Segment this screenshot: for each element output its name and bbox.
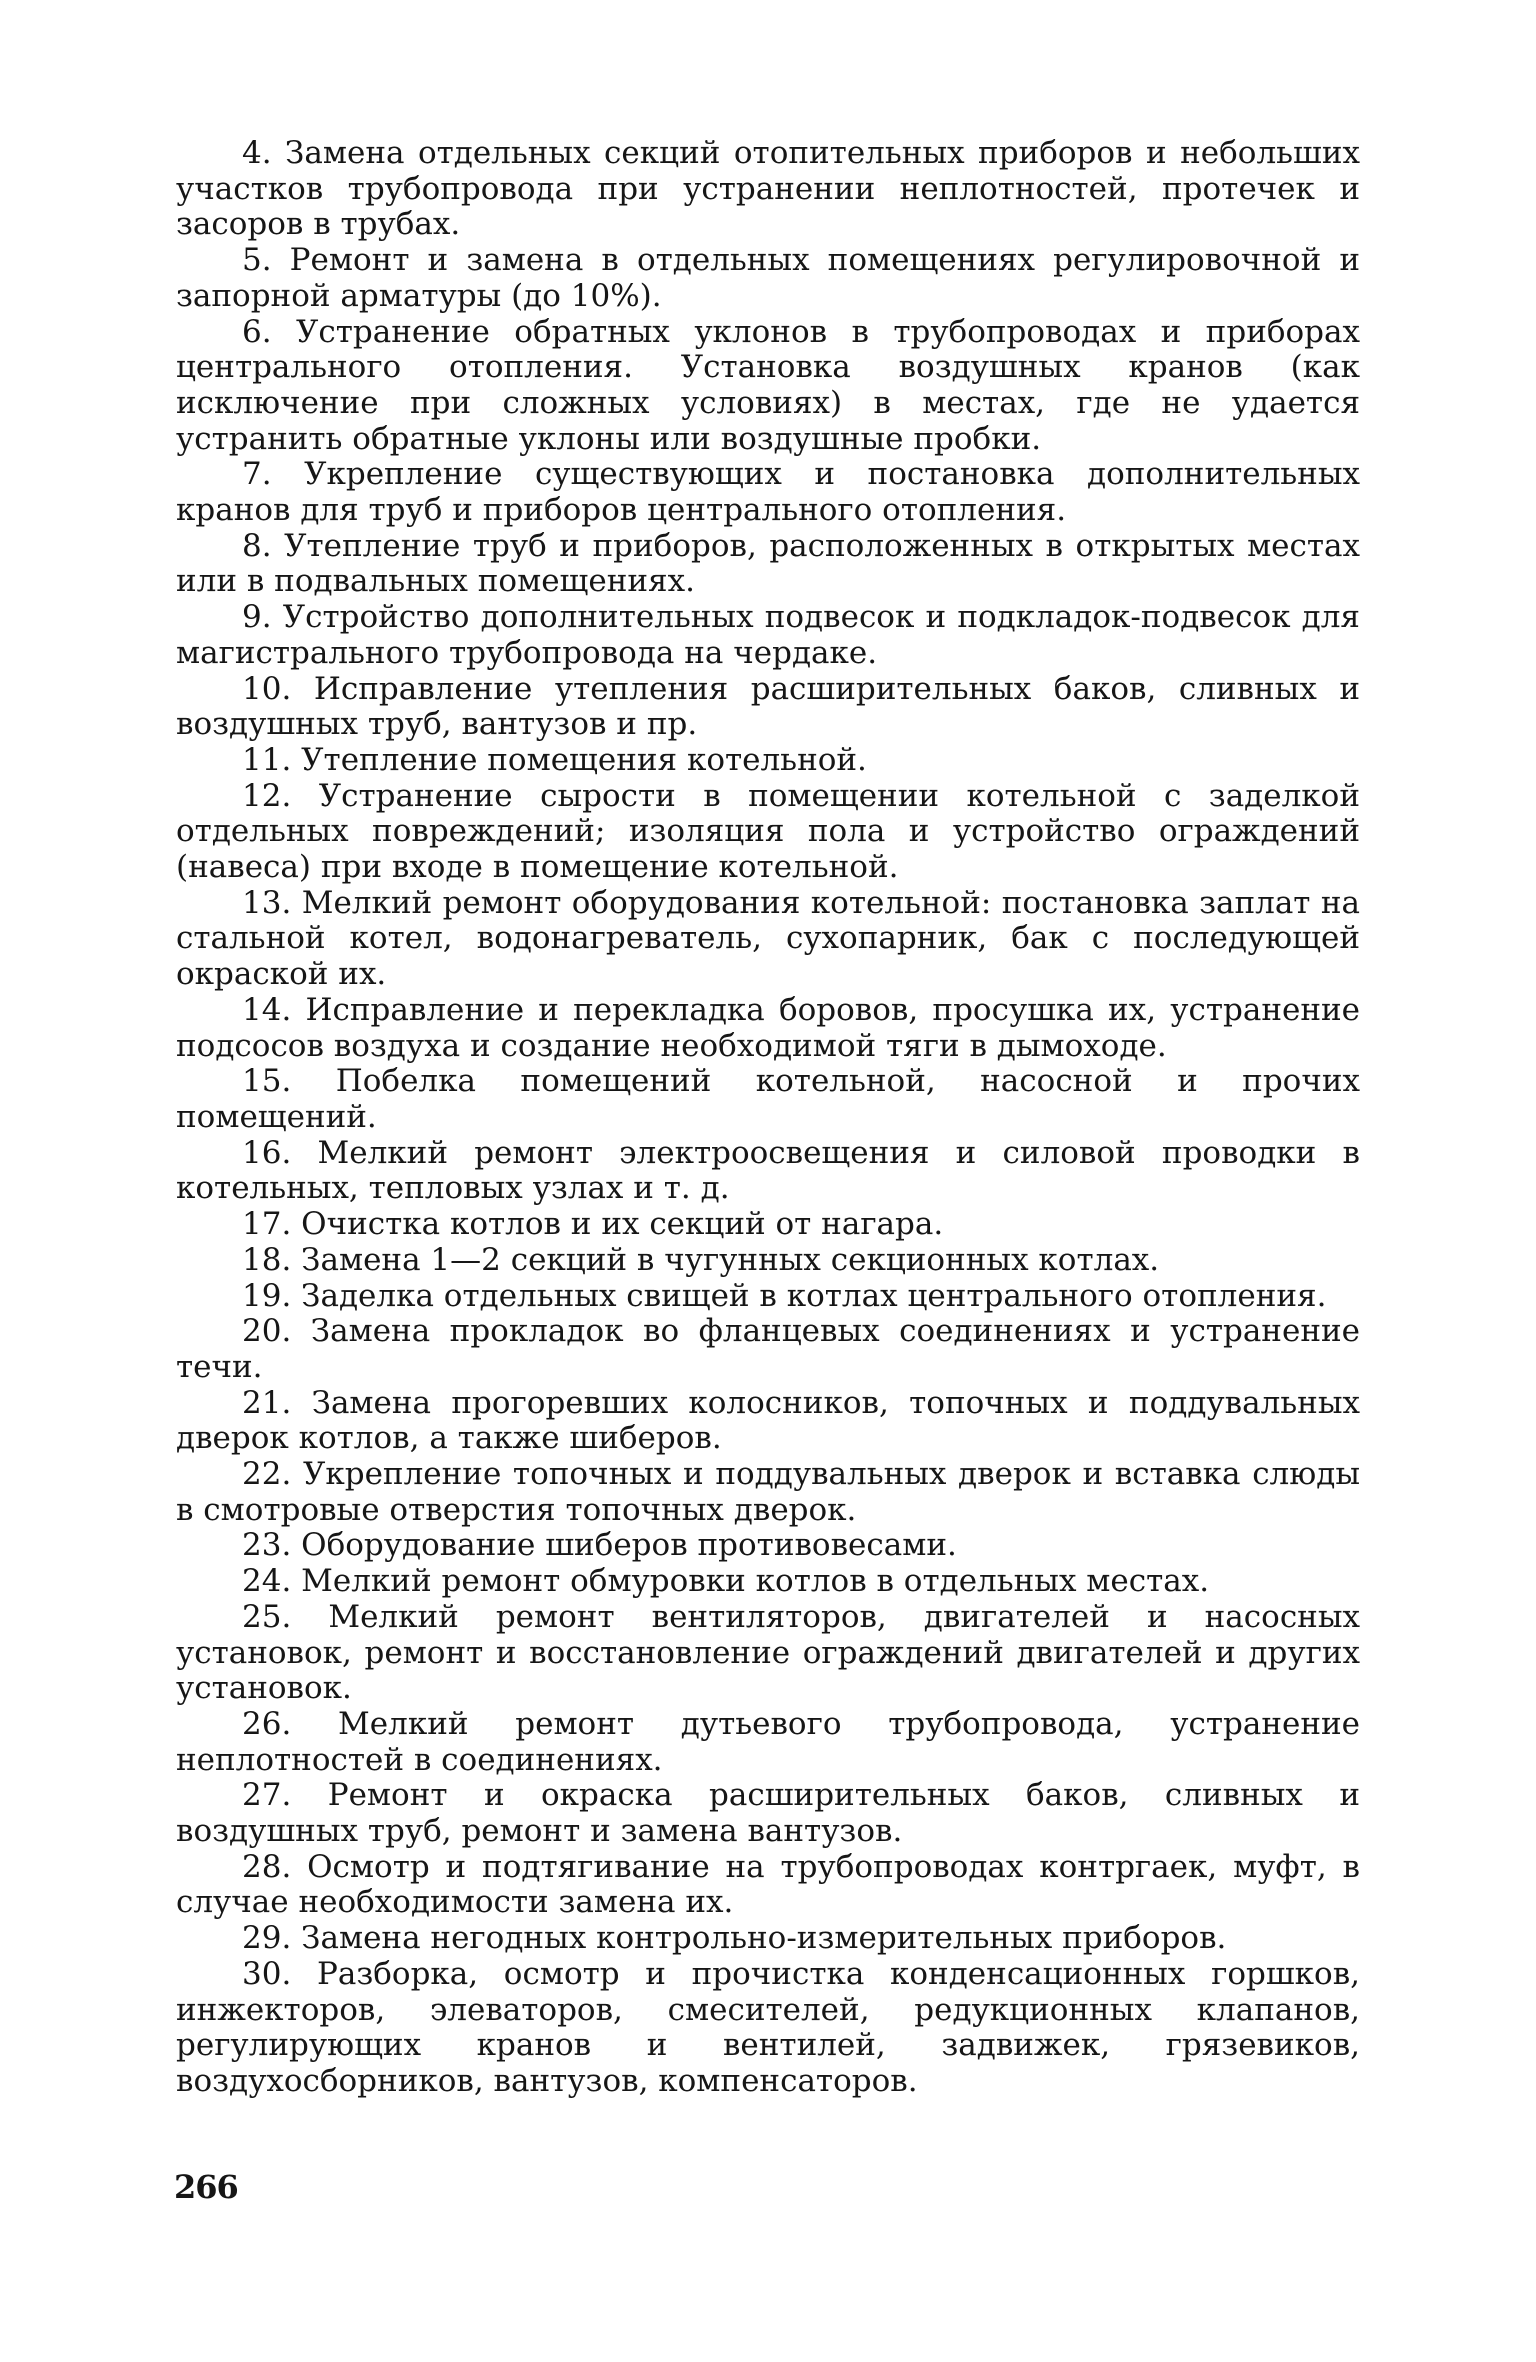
list-item-27: 27. Ремонт и окраска расширительных баков, сливных и воздушных труб, ремонт и замена вантузов. bbox=[176, 1777, 1360, 1850]
list-item-29: 29. Замена негодных контрольно-измерительных приборов. bbox=[242, 1920, 1227, 1957]
list-item-6: 6. Устранение обратных уклонов в трубопроводах и приборах центрального отопления. Установка воздушных кранов (как исключение при сложных условиях) в местах, где не удается устранить обратные уклоны или воздушные пробки. bbox=[176, 313, 1360, 457]
list-item-7: 7. Укрепление существующих и постановка дополнительных кранов для труб и приборов центрального отопления. bbox=[176, 456, 1360, 529]
list-item-25: 25. Мелкий ремонт вентиляторов, двигателей и насосных установок, ремонт и восстановление ограждений двигателей и других установок. bbox=[176, 1598, 1360, 1707]
list-item-10: 10. Исправление утепления расширительных баков, сливных и воздушных труб, вантузов и пр. bbox=[176, 670, 1360, 743]
list-item-5: 5. Ремонт и замена в отдельных помещениях регулировочной и запорной арматуры (до 10%). bbox=[176, 242, 1360, 314]
list-item-20: 20. Замена прокладок во фланцевых соединениях и устранение течи. bbox=[176, 1313, 1360, 1385]
list-item-28: 28. Осмотр и подтягивание на трубопроводах контргаек, муфт, в случае необходимости замена их. bbox=[176, 1848, 1360, 1921]
list-item-22: 22. Укрепление топочных и поддувальных дверок и вставка слюды в смотровые отверстия топочных дверок. bbox=[176, 1456, 1360, 1528]
list-item-19: 19. Заделка отдельных свищей в котлах центрального отопления. bbox=[242, 1277, 1327, 1314]
list-item-8: 8. Утепление труб и приборов, расположенных в открытых местах или в подвальных помещениях. bbox=[176, 527, 1360, 600]
list-item-13: 13. Мелкий ремонт оборудования котельной: постановка заплат на стальной котел, водонагреватель, сухопарник, бак с последующей окраской их. bbox=[176, 884, 1360, 993]
list-item-12: 12. Устранение сырости в помещении котельной с заделкой отдельных повреждений; изоляция пола и устройство ограждений (навеса) при входе в помещение котельной. bbox=[176, 777, 1360, 886]
list-item-14: 14. Исправление и перекладка боровов, просушка их, устранение подсосов воздуха и создание необходимой тяги в дымоходе. bbox=[176, 991, 1360, 1064]
list-item-30: 30. Разборка, осмотр и прочистка конденсационных горшков, инжекторов, элеваторов, смесителей, редукционных клапанов, регулирующих кранов и вентилей, задвижек, грязевиков, воздухосборников, вантузов, компенсаторов. bbox=[176, 1955, 1360, 2099]
list-item-9: 9. Устройство дополнительных подвесок и подкладок-подвесок для магистрального трубопровода на чердаке. bbox=[176, 599, 1360, 671]
list-item-24: 24. Мелкий ремонт обмуровки котлов в отдельных местах. bbox=[242, 1563, 1210, 1600]
list-item-18: 18. Замена 1—2 секций в чугунных секционных котлах. bbox=[242, 1241, 1160, 1278]
list-item-11: 11. Утепление помещения котельной. bbox=[242, 741, 867, 778]
list-item-15: 15. Побелка помещений котельной, насосной и прочих помещений. bbox=[176, 1063, 1360, 1135]
list-item-4: 4. Замена отдельных секций отопительных приборов и небольших участков трубопровода при устранении неплотностей, протечек и засоров в трубах. bbox=[176, 135, 1360, 243]
list-item-26: 26. Мелкий ремонт дутьевого трубопровода, устранение неплотностей в соединениях. bbox=[176, 1705, 1360, 1778]
list-item-21: 21. Замена прогоревших колосников, топочных и поддувальных дверок котлов, а также шиберов. bbox=[176, 1384, 1360, 1457]
list-item-17: 17. Очистка котлов и их секций от нагара. bbox=[242, 1206, 944, 1243]
list-item-16: 16. Мелкий ремонт электроосвещения и силовой проводки в котельных, тепловых узлах и т. д. bbox=[176, 1134, 1360, 1207]
list-item-23: 23. Оборудование шиберов противовесами. bbox=[242, 1527, 957, 1564]
document-body bbox=[176, 136, 1360, 2100]
page-number: 266 bbox=[174, 2168, 238, 2206]
